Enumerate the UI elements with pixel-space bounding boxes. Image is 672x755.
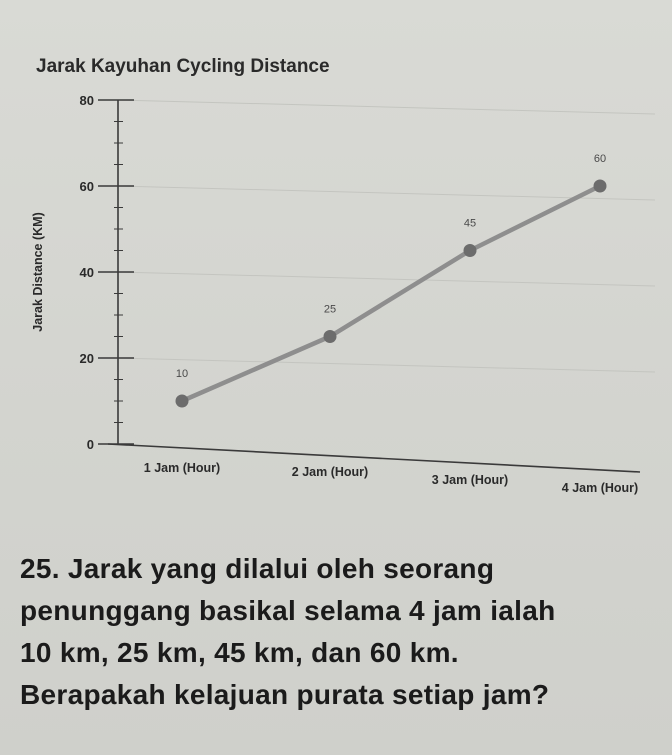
y-tick-label: 80 xyxy=(79,93,94,108)
x-tick-label: 1 Jam (Hour) xyxy=(143,461,221,475)
gridline-20 xyxy=(118,358,655,372)
question-text xyxy=(20,548,652,716)
y-tick-label: 0 xyxy=(86,437,94,452)
data-point xyxy=(594,180,607,193)
data-point xyxy=(464,244,477,257)
chart-title: Jarak Kayuhan Cycling Distance xyxy=(36,56,330,77)
y-tick-label: 60 xyxy=(79,179,94,194)
x-tick-label: 3 Jam (Hour) xyxy=(431,473,509,487)
data-point xyxy=(324,330,337,343)
data-label: 25 xyxy=(323,303,337,316)
gridline-40 xyxy=(118,272,655,286)
gridline-80 xyxy=(118,100,655,114)
data-label: 10 xyxy=(175,368,189,380)
question-line-4: Berapakah kelajuan purata setiap jam? xyxy=(20,679,550,710)
y-tick-label: 20 xyxy=(79,351,94,366)
y-axis-label: Jarak Distance (KM) xyxy=(31,212,45,332)
question-line-1: 25. Jarak yang dilalui oleh seorang xyxy=(20,553,495,584)
data-point xyxy=(176,395,189,408)
x-tick-label: 4 Jam (Hour) xyxy=(561,481,639,495)
data-label: 60 xyxy=(593,153,607,165)
question-line-3: 10 km, 25 km, 45 km, dan 60 km. xyxy=(20,637,459,668)
question-line-2: penunggang basikal selama 4 jam ialah xyxy=(20,595,556,626)
y-tick-label: 40 xyxy=(79,265,94,280)
data-label: 45 xyxy=(463,217,477,230)
x-tick-label: 2 Jam (Hour) xyxy=(291,465,369,479)
